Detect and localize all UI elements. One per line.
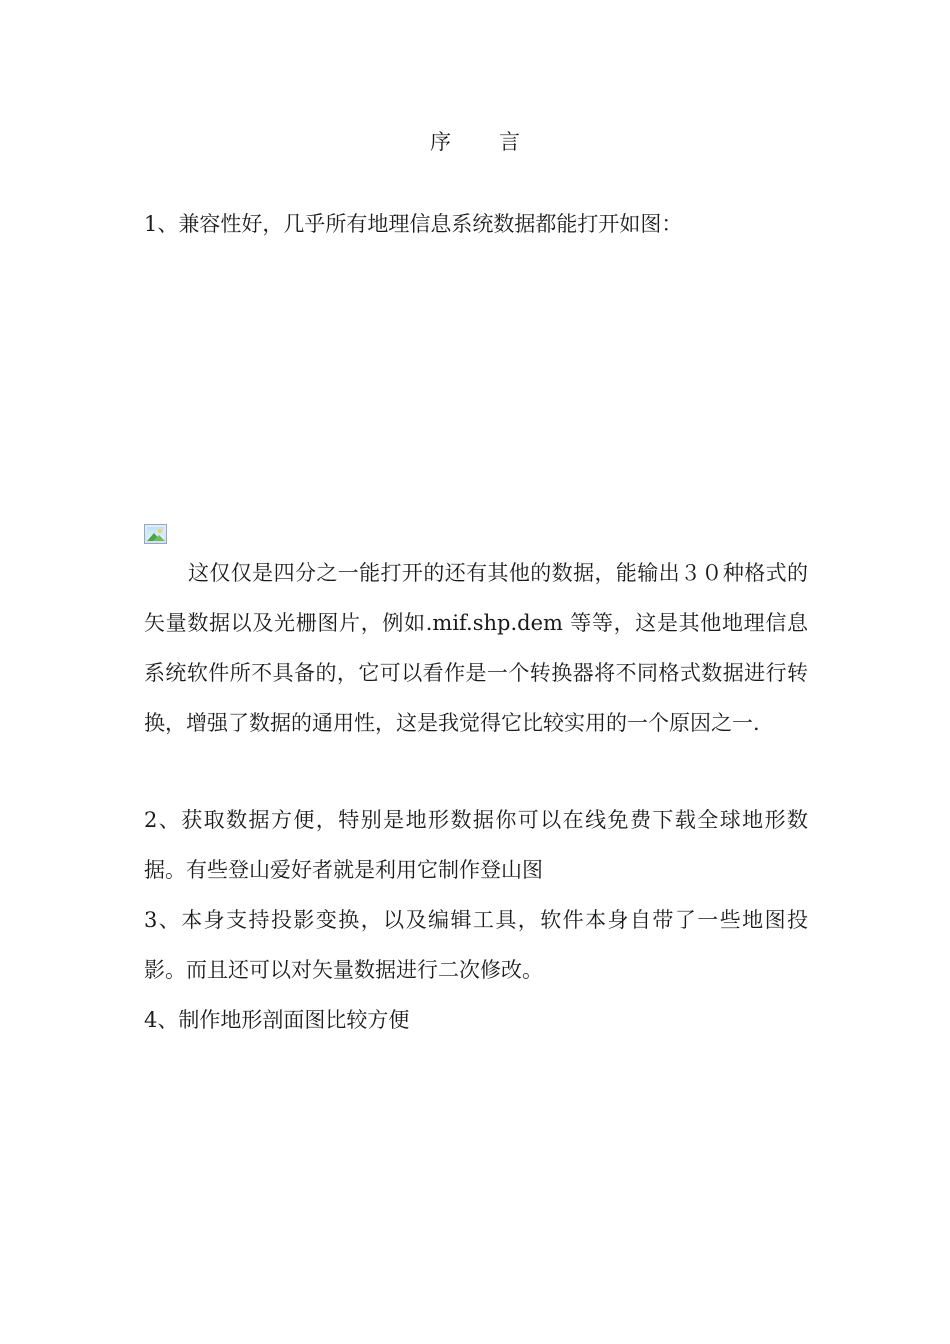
image-placeholder-icon (144, 524, 167, 544)
title-char-1: 序 (430, 130, 451, 154)
list-item-4: 4、制作地形剖面图比较方便 (144, 1008, 410, 1032)
title-char-2: 言 (499, 130, 520, 154)
list-item-2: 2、获取数据方便，特别是地形数据你可以在线免费下载全球地形数据。有些登山爱好者就是利用它制作登山图 (144, 808, 808, 882)
paragraph-formats: 这仅仅是四分之一能打开的还有其他的数据，能输出３０种格式的矢量数据以及光栅图片，例如.mif.shp.dem 等等，这是其他地理信息系统软件所不具备的，它可以看作是一个转换器将不同格式数据进行转换，增强了数据的通用性，这是我觉得它比较实用的一个原因之一. (144, 561, 808, 735)
list-item-1: 1、兼容性好，几乎所有地理信息系统数据都能打开如图： (144, 212, 683, 236)
list-item-3: 3、本身支持投影变换，以及编辑工具，软件本身自带了一些地图投影。而且还可以对矢量数据进行二次修改。 (144, 908, 808, 982)
page-title (0, 126, 950, 156)
